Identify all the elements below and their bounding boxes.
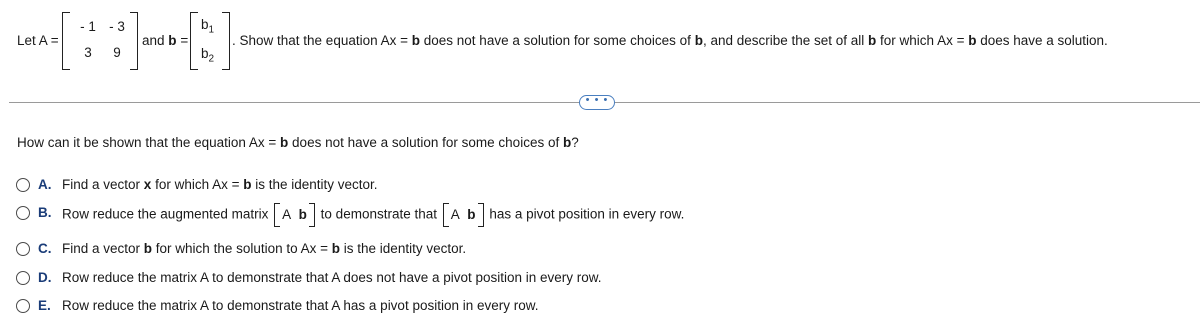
option-b-radio[interactable] — [16, 206, 30, 220]
option-c-letter: C. — [38, 241, 52, 256]
option-e-letter: E. — [38, 298, 51, 313]
and-b-label: and b = — [142, 33, 189, 48]
option-c-radio[interactable] — [16, 242, 30, 256]
augmented-matrix-1: A b — [274, 204, 315, 226]
matrix-a-r1c1: - 1 — [80, 19, 96, 34]
option-b-text[interactable]: Row reduce the augmented matrix A b to demonstrate that A b has a pivot position in every row. — [62, 204, 684, 226]
problem-statement: . Show that the equation Ax = b does not have a solution for some choices of b, and describe the set of all b for which Ax = b does have a solution. — [232, 33, 1108, 48]
option-d-letter: D. — [38, 270, 52, 285]
option-a-text[interactable]: Find a vector x for which Ax = b is the identity vector. — [62, 177, 378, 192]
option-c-text[interactable]: Find a vector b for which the solution to Ax = b is the identity vector. — [62, 241, 467, 256]
vector-b-top: $b_1$ — [201, 17, 215, 36]
augmented-matrix-2: A b — [443, 204, 484, 226]
option-a-radio[interactable] — [16, 178, 30, 192]
matrix-a — [62, 12, 138, 70]
let-a-label: Let A = — [17, 33, 59, 48]
matrix-a-r1c2: - 3 — [109, 19, 125, 34]
option-d-text[interactable]: Row reduce the matrix A to demonstrate that A does not have a pivot position in every row. — [62, 270, 602, 285]
matrix-a-r2c1: 3 — [84, 45, 92, 60]
option-e-text[interactable]: Row reduce the matrix A to demonstrate that A has a pivot position in every row. — [62, 298, 539, 313]
option-a-letter: A. — [38, 177, 52, 192]
more-options-button[interactable]: • • • — [579, 95, 615, 110]
option-d-radio[interactable] — [16, 271, 30, 285]
vector-b — [190, 12, 230, 70]
option-b-letter: B. — [38, 205, 52, 220]
vector-b-bottom: $b_2$ — [201, 46, 215, 65]
option-e-radio[interactable] — [16, 299, 30, 313]
question-text: How can it be shown that the equation Ax = b does not have a solution for some choices of b? — [17, 135, 579, 150]
matrix-a-r2c2: 9 — [113, 45, 121, 60]
